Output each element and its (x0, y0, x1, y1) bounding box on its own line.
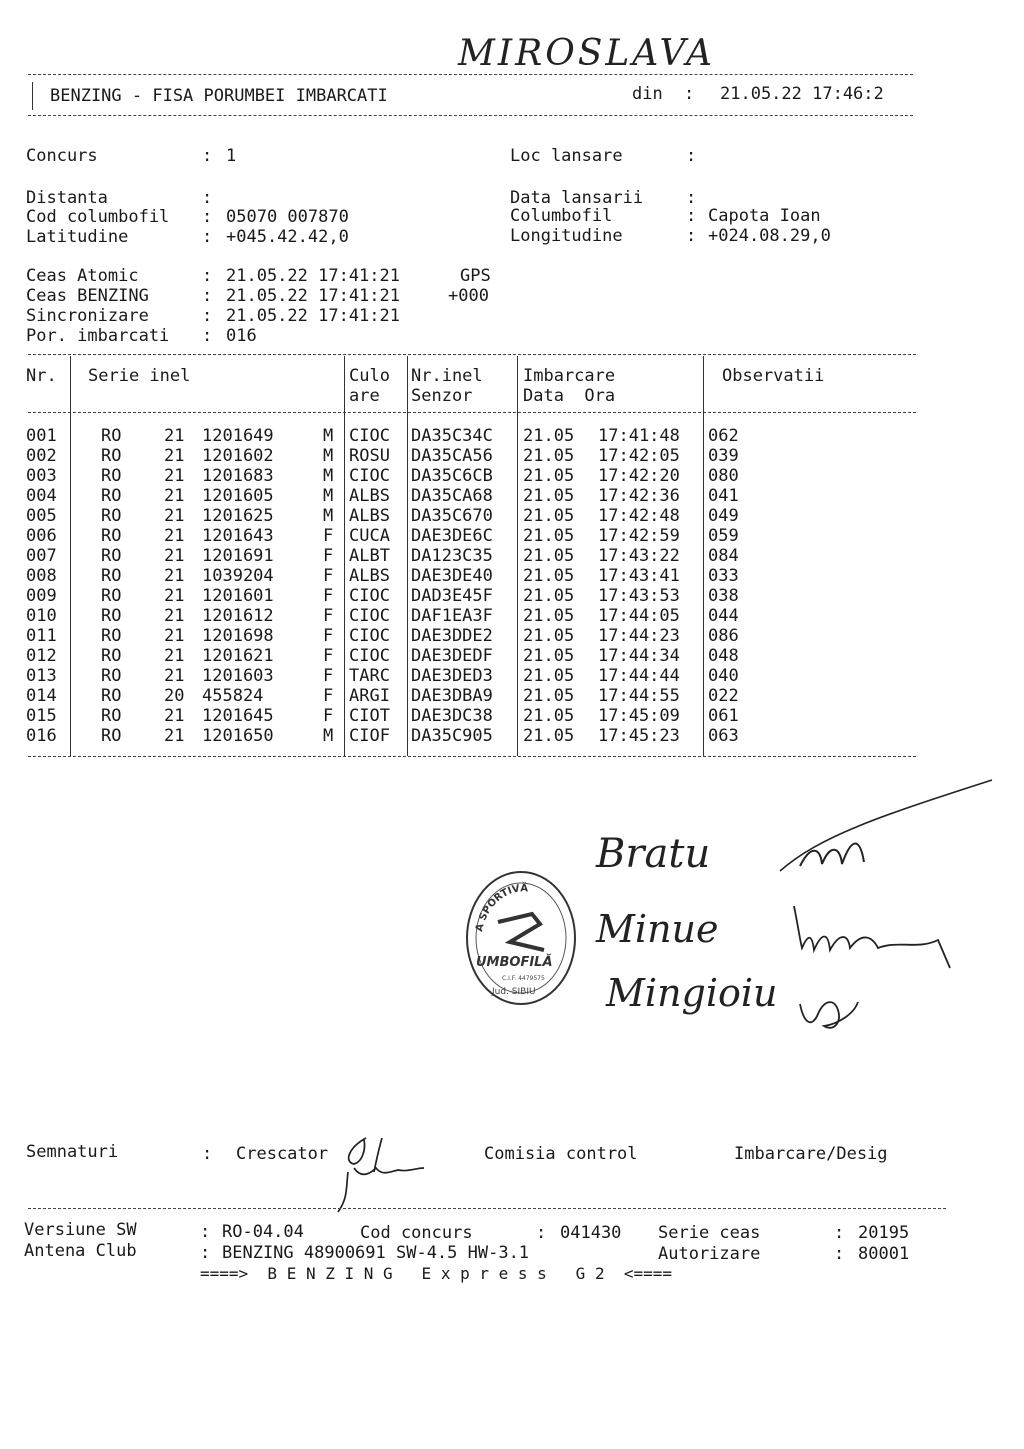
comisia-control-label: Comisia control (484, 1144, 638, 1164)
versiune-sw-colon: : (200, 1222, 211, 1242)
handwritten-title: MIROSLAVA (458, 33, 716, 74)
cod-columbofil-colon: : (202, 207, 213, 227)
cell-sex: M (323, 466, 334, 486)
ceas-benzing-colon: : (202, 286, 213, 306)
ceas-benzing-value: 21.05.22 17:41:21 (226, 286, 400, 306)
cod-columbofil-label: Cod columbofil (26, 207, 170, 227)
cell-sensor: DA35C6CB (411, 466, 493, 486)
cell-nr: 010 (26, 606, 57, 626)
cell-date: 21.05 (523, 426, 575, 446)
table-row (0, 666, 760, 686)
cell-time: 17:41:48 (598, 426, 680, 446)
header-date-value: 21.05.22 17:46:2 (720, 84, 884, 104)
cell-color: CIOC (349, 626, 390, 646)
columbofil-label: Columbofil (510, 206, 613, 226)
cell-color: ROSU (349, 446, 390, 466)
cell-year: 21 (164, 726, 185, 746)
cell-country: RO (101, 646, 122, 666)
serie-ceas-value: 20195 (858, 1223, 910, 1243)
cell-sensor: DA35C670 (411, 506, 493, 526)
cell-obs: 063 (708, 726, 739, 746)
cell-sex: F (323, 586, 334, 606)
cell-year: 21 (164, 426, 185, 446)
cell-date: 21.05 (523, 446, 575, 466)
cell-country: RO (101, 686, 122, 706)
cell-obs: 041 (708, 486, 739, 506)
cell-obs: 022 (708, 686, 739, 706)
cod-concurs-value: 041430 (560, 1223, 622, 1243)
table-row (0, 626, 760, 646)
cell-color: TARC (349, 666, 390, 686)
cell-sensor: DAE3DEDF (411, 646, 493, 666)
cell-nr: 011 (26, 626, 57, 646)
cell-obs: 033 (708, 566, 739, 586)
table-row (0, 426, 760, 446)
cell-country: RO (101, 546, 122, 566)
cell-sensor: DAD3E45F (411, 586, 493, 606)
cell-sex: F (323, 626, 334, 646)
cell-country: RO (101, 486, 122, 506)
cell-date: 21.05 (523, 506, 575, 526)
cell-ring: 1201602 (202, 446, 274, 466)
header-left-border (32, 82, 33, 110)
cell-country: RO (101, 446, 122, 466)
ceas-atomic-value: 21.05.22 17:41:21 (226, 266, 400, 286)
table-row (0, 606, 760, 626)
cell-nr: 012 (26, 646, 57, 666)
seal-text-3: C.I.F. 4479575 (502, 975, 545, 982)
cell-ring: 455824 (202, 686, 264, 706)
longitudine-colon: : (686, 226, 697, 246)
cell-year: 21 (164, 566, 185, 586)
por-imbarcati-value: 016 (226, 326, 257, 346)
th-serie-inel: Serie inel (88, 366, 191, 386)
cell-obs: 084 (708, 546, 739, 566)
cell-sex: M (323, 506, 334, 526)
cell-time: 17:45:09 (598, 706, 680, 726)
ceas-atomic-suffix: GPS (460, 266, 491, 286)
data-lansarii-colon: : (686, 188, 697, 208)
signature-scribble-1 (760, 776, 1000, 886)
cell-year: 21 (164, 706, 185, 726)
cell-ring: 1201621 (202, 646, 274, 666)
cell-obs: 049 (708, 506, 739, 526)
longitudine-label: Longitudine (510, 226, 623, 246)
cell-nr: 001 (26, 426, 57, 446)
cell-obs: 044 (708, 606, 739, 626)
longitudine-value: +024.08.29,0 (708, 226, 831, 246)
seal-text-4: Jud. SIBIU (492, 987, 536, 997)
cell-year: 21 (164, 586, 185, 606)
cell-color: ALBS (349, 486, 390, 506)
cell-sensor: DA35CA56 (411, 446, 493, 466)
header-date-colon: : (684, 84, 695, 104)
cell-ring: 1201601 (202, 586, 274, 606)
cell-obs: 039 (708, 446, 739, 466)
cell-country: RO (101, 626, 122, 646)
latitudine-label: Latitudine (26, 227, 129, 247)
cell-time: 17:44:44 (598, 666, 680, 686)
cell-sensor: DA35CA68 (411, 486, 493, 506)
cell-year: 21 (164, 546, 185, 566)
cell-ring: 1201683 (202, 466, 274, 486)
antena-club-colon: : (200, 1243, 211, 1263)
cell-year: 21 (164, 526, 185, 546)
cell-sensor: DAE3DED3 (411, 666, 493, 686)
table-top-rule (28, 354, 916, 355)
cell-ring: 1201612 (202, 606, 274, 626)
cell-nr: 002 (26, 446, 57, 466)
cell-nr: 013 (26, 666, 57, 686)
cell-nr: 006 (26, 526, 57, 546)
columbofil-colon: : (686, 206, 697, 226)
th-culoare-1: Culo (349, 366, 390, 386)
cell-country: RO (101, 426, 122, 446)
data-lansarii-label: Data lansarii (510, 188, 644, 208)
cell-date: 21.05 (523, 566, 575, 586)
concurs-colon: : (202, 146, 213, 166)
por-imbarcati-label: Por. imbarcati (26, 326, 170, 346)
cell-time: 17:45:23 (598, 726, 680, 746)
cell-date: 21.05 (523, 706, 575, 726)
cell-time: 17:44:23 (598, 626, 680, 646)
cell-year: 21 (164, 446, 185, 466)
sincronizare-colon: : (202, 306, 213, 326)
cell-sex: F (323, 606, 334, 626)
crescator-label: Crescator (236, 1144, 329, 1164)
signature-scribble-2 (788, 896, 958, 976)
ceas-benzing-suffix: +000 (448, 286, 489, 306)
table-row (0, 646, 760, 666)
cell-nr: 005 (26, 506, 57, 526)
cell-color: CIOF (349, 726, 390, 746)
cell-nr: 004 (26, 486, 57, 506)
latitudine-value: +045.42.42,0 (226, 227, 349, 247)
th-imbarcare-2: Data Ora (523, 386, 616, 406)
cell-sex: F (323, 646, 334, 666)
cell-sensor: DAE3DDE2 (411, 626, 493, 646)
cell-obs: 061 (708, 706, 739, 726)
loc-lansare-label: Loc lansare (510, 146, 623, 166)
cell-obs: 048 (708, 646, 739, 666)
cell-sex: F (323, 546, 334, 566)
cell-date: 21.05 (523, 526, 575, 546)
cell-color: CIOC (349, 606, 390, 626)
cell-year: 21 (164, 606, 185, 626)
table-row (0, 526, 760, 546)
distanta-colon: : (202, 188, 213, 208)
cell-sensor: DAF1EA3F (411, 606, 493, 626)
cell-date: 21.05 (523, 546, 575, 566)
cell-color: ARGI (349, 686, 390, 706)
cell-country: RO (101, 466, 122, 486)
cell-country: RO (101, 586, 122, 606)
distanta-label: Distanta (26, 188, 108, 208)
signature-name-bratu: Bratu (596, 831, 711, 877)
header-bottom-rule (28, 115, 913, 116)
cod-concurs-colon: : (536, 1223, 547, 1243)
columbofil-value: Capota Ioan (708, 206, 821, 226)
cell-obs: 080 (708, 466, 739, 486)
cell-color: ALBS (349, 506, 390, 526)
cell-year: 20 (164, 686, 185, 706)
cell-obs: 059 (708, 526, 739, 546)
cell-time: 17:42:48 (598, 506, 680, 526)
cell-color: ALBS (349, 566, 390, 586)
cod-concurs-label: Cod concurs (360, 1223, 473, 1243)
cell-year: 21 (164, 486, 185, 506)
cell-nr: 015 (26, 706, 57, 726)
cell-date: 21.05 (523, 586, 575, 606)
cell-sex: M (323, 726, 334, 746)
cell-time: 17:42:59 (598, 526, 680, 546)
footer-rule (28, 1208, 946, 1209)
seal-text-1: A SPORTIVĂ (474, 883, 529, 933)
th-observatii: Observatii (722, 366, 825, 386)
cell-color: CIOC (349, 466, 390, 486)
cell-sensor: DAE3DBA9 (411, 686, 493, 706)
cell-time: 17:43:41 (598, 566, 680, 586)
signature-name-minue: Minue (596, 907, 719, 951)
cell-color: CIOC (349, 586, 390, 606)
table-row (0, 566, 760, 586)
cell-time: 17:44:05 (598, 606, 680, 626)
cell-time: 17:44:34 (598, 646, 680, 666)
concurs-label: Concurs (26, 146, 98, 166)
cell-sex: M (323, 486, 334, 506)
benzing-banner: ====> B E N Z I N G E x p r e s s G 2 <==== (200, 1264, 673, 1283)
cell-nr: 008 (26, 566, 57, 586)
autorizare-colon: : (834, 1244, 845, 1264)
concurs-value: 1 (226, 146, 237, 166)
cell-time: 17:42:20 (598, 466, 680, 486)
signature-scribble-3 (794, 984, 864, 1036)
cell-sex: F (323, 686, 334, 706)
cell-color: CIOC (349, 426, 390, 446)
header-top-rule (28, 74, 913, 75)
cell-color: CIOC (349, 646, 390, 666)
autorizare-value: 80001 (858, 1244, 910, 1264)
cell-sensor: DA123C35 (411, 546, 493, 566)
signature-name-mingioiu: Mingioiu (606, 971, 778, 1015)
cell-year: 21 (164, 466, 185, 486)
cell-time: 17:43:22 (598, 546, 680, 566)
cell-ring: 1201649 (202, 426, 274, 446)
antena-club-label: Antena Club (24, 1241, 137, 1261)
cell-time: 17:43:53 (598, 586, 680, 606)
cell-ring: 1201625 (202, 506, 274, 526)
cell-nr: 003 (26, 466, 57, 486)
cell-nr: 016 (26, 726, 57, 746)
serie-ceas-colon: : (834, 1223, 845, 1243)
cell-year: 21 (164, 506, 185, 526)
cell-ring: 1201698 (202, 626, 274, 646)
sincronizare-label: Sincronizare (26, 306, 149, 326)
cell-date: 21.05 (523, 646, 575, 666)
cell-country: RO (101, 566, 122, 586)
ceas-atomic-label: Ceas Atomic (26, 266, 139, 286)
seal-text-2: UMBOFILĂ (476, 955, 553, 970)
cell-ring: 1201645 (202, 706, 274, 726)
cell-date: 21.05 (523, 466, 575, 486)
cell-sex: M (323, 446, 334, 466)
serie-ceas-label: Serie ceas (658, 1223, 761, 1243)
loc-lansare-colon: : (686, 146, 697, 166)
table-row (0, 546, 760, 566)
cell-date: 21.05 (523, 666, 575, 686)
imbarcare-desig-label: Imbarcare/Desig (734, 1144, 888, 1164)
cell-time: 17:42:36 (598, 486, 680, 506)
cell-sex: F (323, 666, 334, 686)
cell-sensor: DAE3DE6C (411, 526, 493, 546)
cell-date: 21.05 (523, 606, 575, 626)
cell-sex: F (323, 706, 334, 726)
cod-columbofil-value: 05070 007870 (226, 207, 349, 227)
cell-date: 21.05 (523, 686, 575, 706)
sincronizare-value: 21.05.22 17:41:21 (226, 306, 400, 326)
th-culoare-2: are (349, 386, 380, 406)
table-row (0, 446, 760, 466)
cell-nr: 007 (26, 546, 57, 566)
cell-obs: 040 (708, 666, 739, 686)
table-row (0, 506, 760, 526)
cell-country: RO (101, 726, 122, 746)
table-row (0, 726, 760, 746)
club-seal-stamp (462, 862, 580, 1010)
table-row (0, 686, 760, 706)
cell-year: 21 (164, 666, 185, 686)
crescator-signature (318, 1132, 430, 1216)
cell-ring: 1201643 (202, 526, 274, 546)
cell-color: CIOT (349, 706, 390, 726)
cell-country: RO (101, 506, 122, 526)
cell-country: RO (101, 666, 122, 686)
cell-year: 21 (164, 626, 185, 646)
th-nr-inel-2: Senzor (411, 386, 473, 406)
cell-date: 21.05 (523, 626, 575, 646)
table-row (0, 486, 760, 506)
table-bottom-rule (28, 756, 916, 757)
latitudine-colon: : (202, 227, 213, 247)
ceas-benzing-label: Ceas BENZING (26, 286, 149, 306)
table-header-rule (28, 412, 916, 413)
cell-sex: F (323, 566, 334, 586)
ceas-atomic-colon: : (202, 266, 213, 286)
semnaturi-label: Semnaturi (26, 1142, 119, 1162)
header-date-label: din (632, 84, 663, 104)
table-row (0, 586, 760, 606)
cell-sensor: DAE3DE40 (411, 566, 493, 586)
antena-club-value: BENZING 48900691 SW-4.5 HW-3.1 (222, 1243, 530, 1263)
cell-sensor: DA35C905 (411, 726, 493, 746)
cell-ring: 1201603 (202, 666, 274, 686)
cell-obs: 038 (708, 586, 739, 606)
cell-sex: M (323, 426, 334, 446)
th-nr-inel-1: Nr.inel (411, 366, 483, 386)
cell-country: RO (101, 706, 122, 726)
cell-date: 21.05 (523, 726, 575, 746)
por-imbarcati-colon: : (202, 326, 213, 346)
cell-ring: 1201605 (202, 486, 274, 506)
table-row (0, 706, 760, 726)
autorizare-label: Autorizare (658, 1244, 761, 1264)
th-imbarcare-1: Imbarcare (523, 366, 616, 386)
cell-nr: 009 (26, 586, 57, 606)
cell-color: CUCA (349, 526, 390, 546)
cell-date: 21.05 (523, 486, 575, 506)
cell-ring: 1201691 (202, 546, 274, 566)
cell-sensor: DA35C34C (411, 426, 493, 446)
cell-year: 21 (164, 646, 185, 666)
cell-sex: F (323, 526, 334, 546)
th-nr: Nr. (26, 366, 57, 386)
cell-obs: 062 (708, 426, 739, 446)
semnaturi-colon: : (202, 1144, 213, 1164)
cell-color: ALBT (349, 546, 390, 566)
cell-sensor: DAE3DC38 (411, 706, 493, 726)
cell-ring: 1039204 (202, 566, 274, 586)
table-row (0, 466, 760, 486)
cell-time: 17:44:55 (598, 686, 680, 706)
versiune-sw-label: Versiune SW (24, 1220, 137, 1240)
cell-country: RO (101, 526, 122, 546)
header-title: BENZING - FISA PORUMBEI IMBARCATI (50, 86, 388, 106)
cell-time: 17:42:05 (598, 446, 680, 466)
cell-obs: 086 (708, 626, 739, 646)
cell-country: RO (101, 606, 122, 626)
cell-ring: 1201650 (202, 726, 274, 746)
cell-nr: 014 (26, 686, 57, 706)
versiune-sw-value: RO-04.04 (222, 1222, 304, 1242)
